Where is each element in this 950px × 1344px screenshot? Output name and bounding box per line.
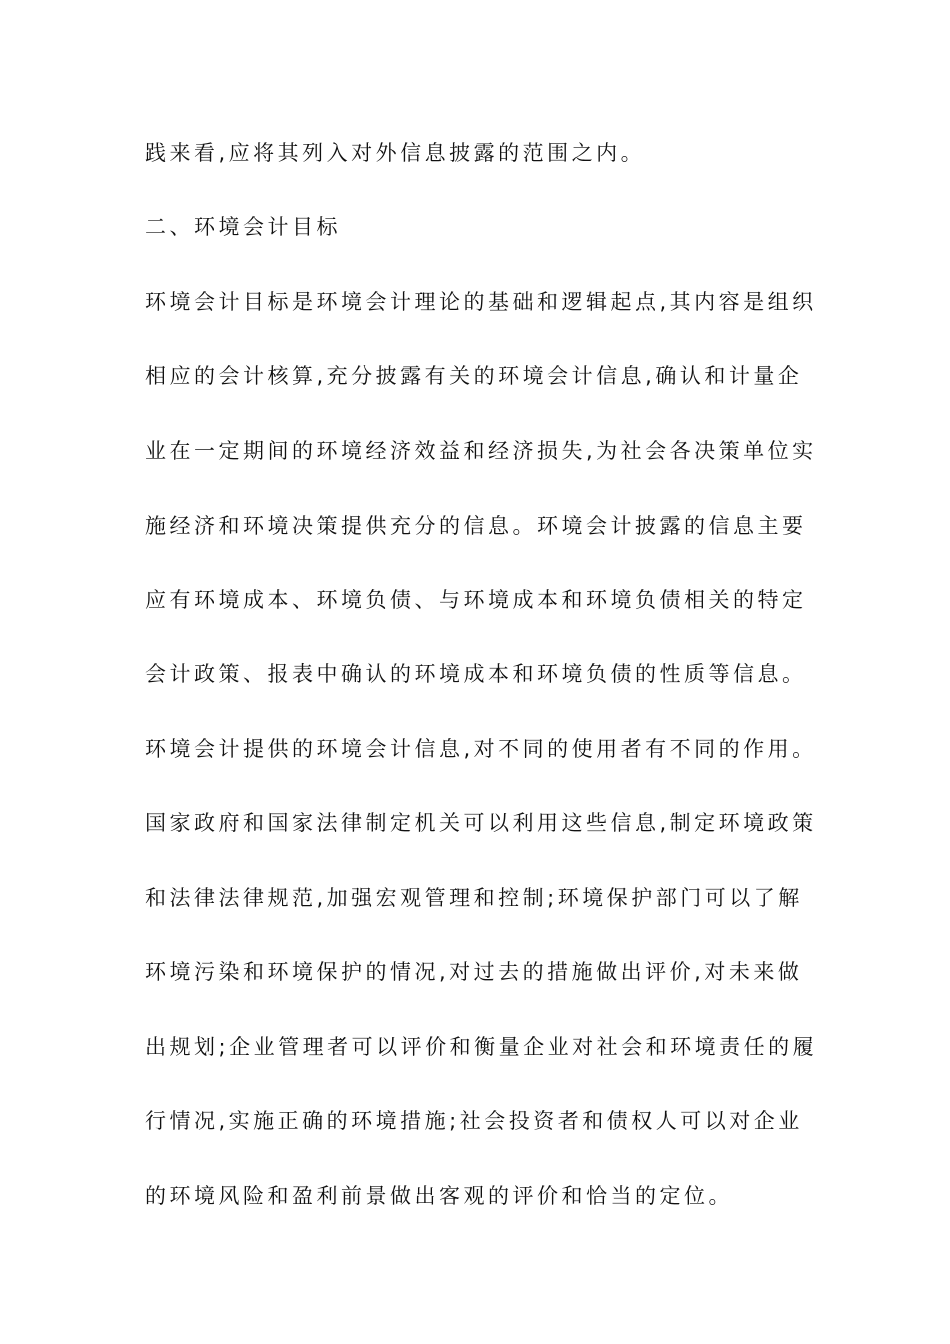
text-line-1: 践来看,应将其列入对外信息披露的范围之内。 bbox=[145, 141, 646, 165]
text-line-15: 的环境风险和盈利前景做出客观的评价和恰当的定位。 bbox=[145, 1184, 733, 1208]
text-line-6: 施经济和环境决策提供充分的信息。环境会计披露的信息主要 bbox=[145, 514, 807, 538]
section-heading: 二、环境会计目标 bbox=[145, 215, 341, 239]
text-line-7: 应有环境成本、环境负债、与环境成本和环境负债相关的特定 bbox=[145, 588, 807, 612]
text-line-13: 出规划;企业管理者可以评价和衡量企业对社会和环境责任的履 bbox=[145, 1035, 818, 1059]
text-line-9: 环境会计提供的环境会计信息,对不同的使用者有不同的作用。 bbox=[145, 737, 817, 761]
text-line-5: 业在一定期间的环境经济效益和经济损失,为社会各决策单位实 bbox=[145, 439, 817, 463]
text-line-11: 和法律法律规范,加强宏观管理和控制;环境保护部门可以了解 bbox=[145, 886, 803, 910]
text-line-4: 相应的会计核算,充分披露有关的环境会计信息,确认和计量企 bbox=[145, 364, 803, 388]
text-line-10: 国家政府和国家法律制定机关可以利用这些信息,制定环境政策 bbox=[145, 811, 817, 835]
text-line-3: 环境会计目标是环境会计理论的基础和逻辑起点,其内容是组织 bbox=[145, 290, 817, 314]
text-line-8: 会计政策、报表中确认的环境成本和环境负债的性质等信息。 bbox=[145, 662, 807, 686]
text-line-12: 环境污染和环境保护的情况,对过去的措施做出评价,对未来做 bbox=[145, 960, 803, 984]
text-line-14: 行情况,实施正确的环境措施;社会投资者和债权人可以对企业 bbox=[145, 1109, 803, 1133]
